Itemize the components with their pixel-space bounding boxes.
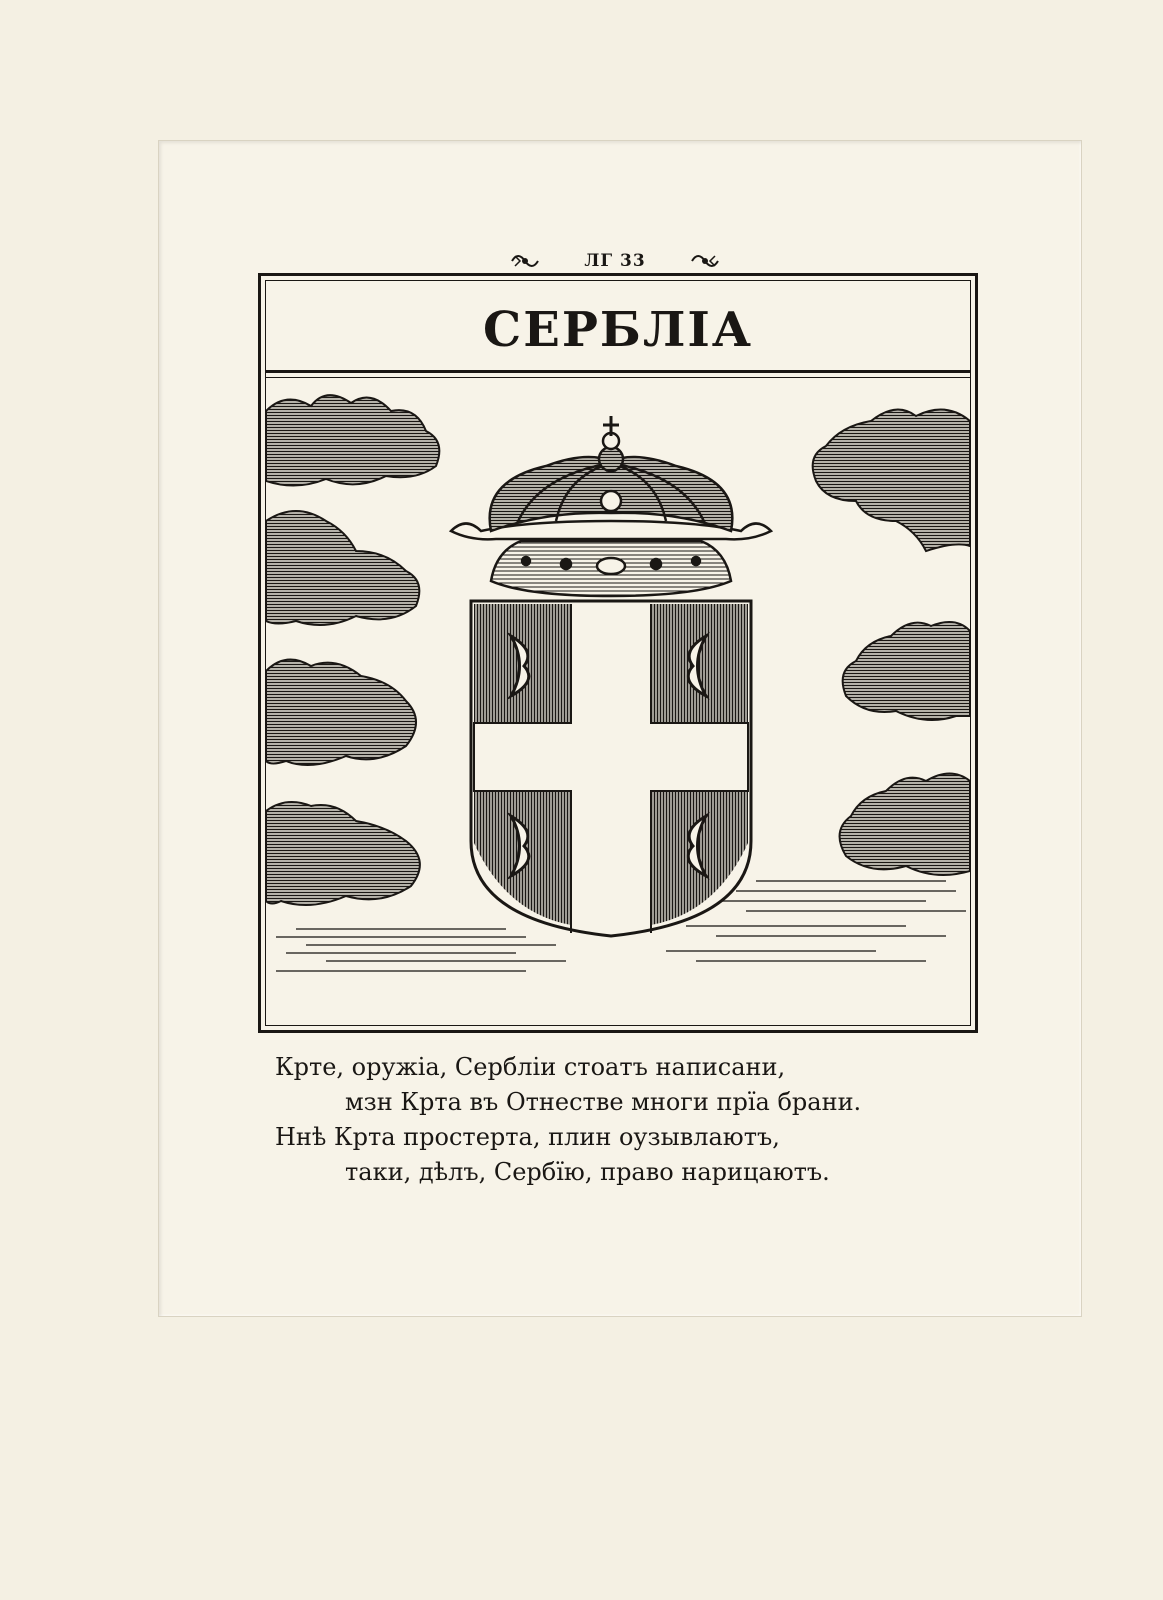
left-ornament-icon [510,246,540,276]
verse-text [275,1050,975,1190]
page-number: ЛГ 33 [584,251,646,271]
cloud-icon [840,774,970,876]
cloud-icon [843,622,970,720]
cloud-icon [266,511,419,625]
title-rule [265,377,971,378]
verse-line: Крте, оружіа, Сербліи стоатъ написани, [275,1053,786,1081]
right-ornament-icon [690,246,720,276]
crown-icon [451,416,771,596]
cloud-icon [266,660,416,765]
shield-with-cross-icon [471,601,751,936]
cloud-icon [266,802,420,905]
verse-line: таки, дѣлъ, Сербїю, право нарицаютъ. [345,1158,830,1186]
cloud-icon [813,410,970,551]
verse-line: мзн Крта въ Отнестве многи прїа брани. [345,1088,862,1116]
verse-line: Ннѣ Крта простерта, плин оузывлаютъ, [275,1123,780,1151]
cloud-icon [266,395,439,485]
coat-of-arms-scene [266,381,970,1025]
page-title: СЕРБЛІА [483,302,753,358]
